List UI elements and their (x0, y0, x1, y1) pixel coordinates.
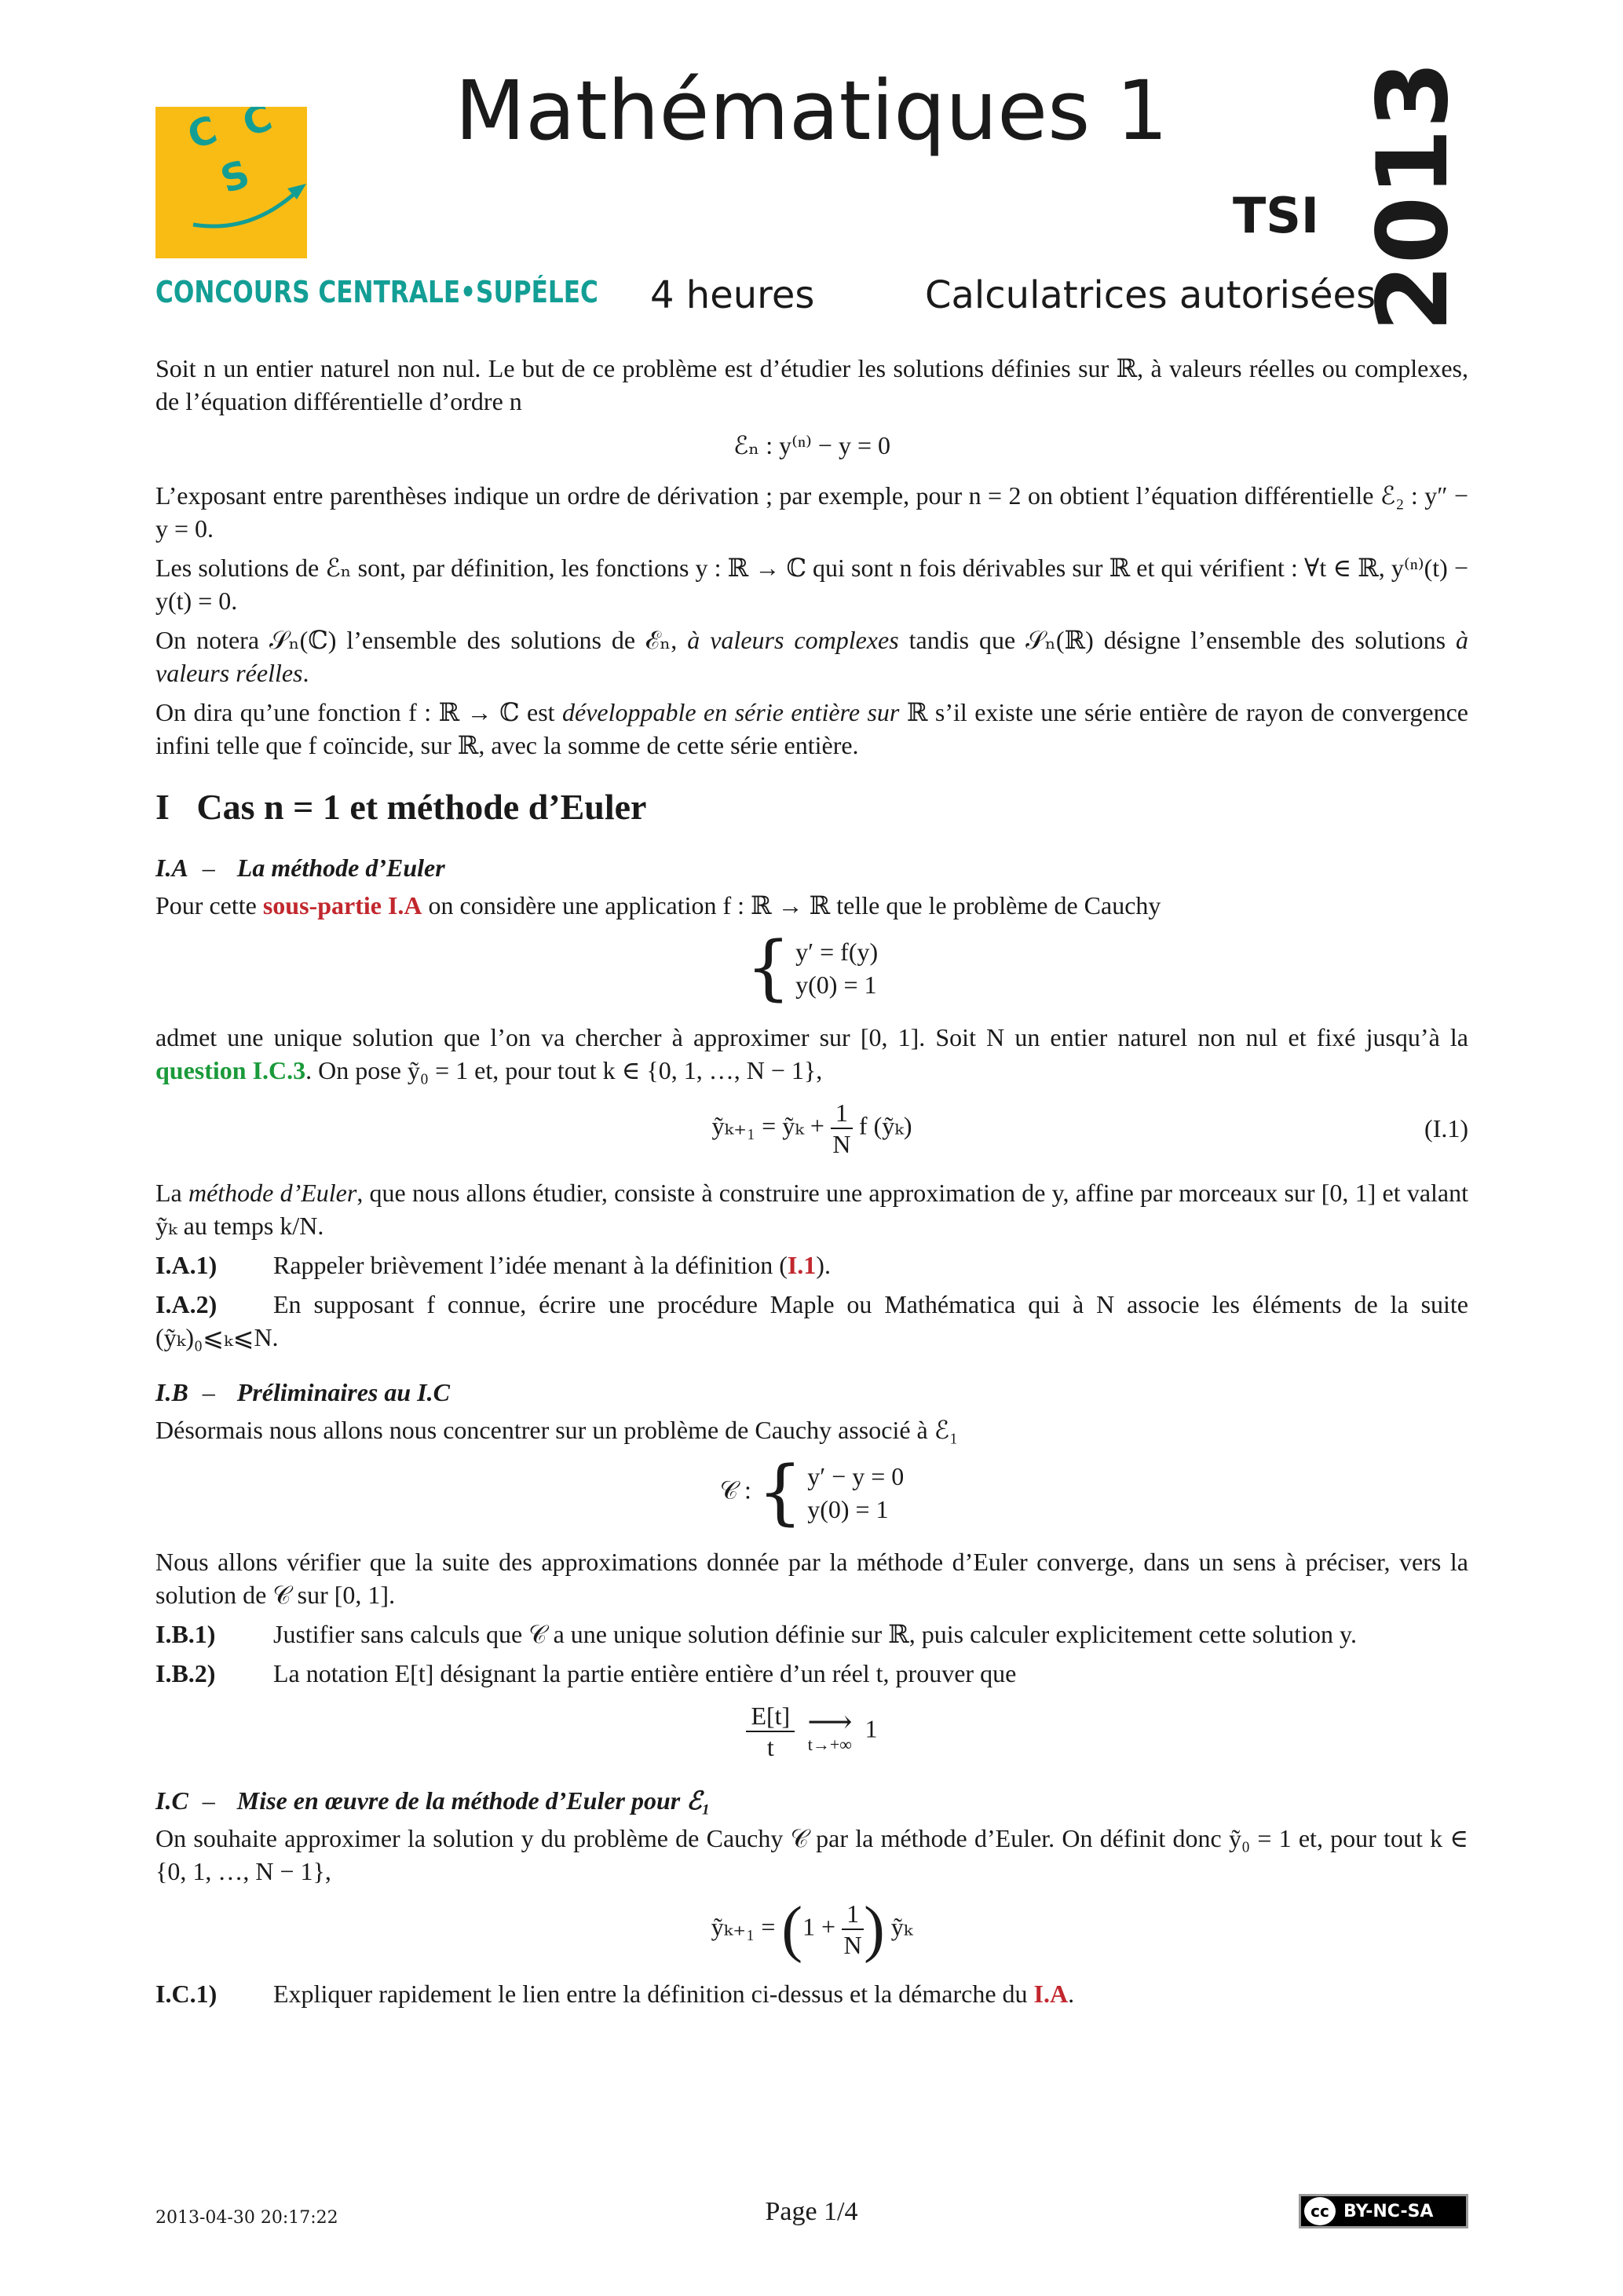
IC-paragraph-1: On souhaite approximer la solution y du problème de Cauchy 𝒞 par la méthode d’Euler. On définit donc ỹ₀ = 1 et, pour tout k ∈ {0, 1, …, N − 1}, (155, 1824, 1468, 1885)
question-IA1: I.A.1) Rappeler brièvement l’idée menant à la définition (I.1). (155, 1251, 831, 1279)
question-IC1: I.C.1) Expliquer rapidement le lien entre la définition ci-dessus et la démarche du I.A. (155, 1980, 1075, 2008)
intro-paragraph-1: Soit n un entier naturel non nul. Le but de ce problème est d’étudier les solutions définies sur ℝ, à valeurs réelles ou complexes, de l’équation différentielle d’ordre n (155, 354, 1468, 415)
equation-En: ℰₙ : y⁽ⁿ⁾ − y = 0 (733, 431, 890, 459)
section-title-1: I Cas n = 1 et méthode d’Euler (155, 787, 647, 827)
IB-paragraph-2: Nous allons vérifier que la suite des approximations donnée par la méthode d’Euler converge, dans un sens à préciser, vers la solution de 𝒞 sur [0, 1]. (155, 1548, 1468, 1609)
intro-paragraph-2: L’exposant entre parenthèses indique un ordre de dérivation ; par exemple, pour n = 2 on obtient l’équation différentielle ℰ₂ : y″ − y = 0. (155, 481, 1468, 543)
left-brace: { (757, 1451, 803, 1534)
creative-commons-icon: cc (1304, 2197, 1336, 2225)
limit-arrow: ⟶ t→+∞ (807, 1704, 853, 1754)
fraction-Et-over-t: $\frac{E[t]}{t}$ (746, 1701, 795, 1762)
equation-I1: ỹₖ₊₁ = ỹₖ + $\frac{1}{N}$ f (ỹₖ) (I.1) (711, 1099, 1468, 1158)
limit-expression: $\frac{E[t]}{t}$ ⟶ t→+∞ 1 (155, 1701, 1468, 1762)
logo-caption: CONCOURS CENTRALE•SUPÉLEC (155, 275, 598, 309)
calculator-notice: Calculatrices autorisées (925, 273, 1376, 317)
page-number: Page 1/4 (765, 2197, 858, 2226)
left-brace: { (745, 927, 791, 1009)
question-IB1: I.B.1) Justifier sans calculs que 𝒞 a une unique solution définie sur ℝ, puis calculer explicitement cette solution y. (155, 1620, 1357, 1648)
intro-paragraph-4: On notera 𝒮ₙ(ℂ) l’ensemble des solutions de ℰₙ, à valeurs complexes tandis que 𝒮ₙ(ℝ) désigne l’ensemble des solutions à valeurs réelles. (155, 626, 1468, 687)
intro-paragraph-3: Les solutions de ℰₙ sont, par définition, les fonctions y : ℝ → ℂ qui sont n fois dérivables sur ℝ et qui vérifient : ∀t ∈ ℝ, y⁽ⁿ⁾(t) − y(t) = 0. (155, 554, 1468, 615)
question-IB2: I.B.2) La notation E[t] désignant la partie entière entière d’un réel t, prouver que (155, 1659, 1017, 1687)
exam-duration: 4 heures (650, 273, 815, 317)
subsection-IB-heading: I.B – Préliminaires au I.C (155, 1378, 450, 1406)
fraction-1-over-N: $\frac{1}{N}$ (831, 1098, 853, 1159)
ref-link-IA[interactable]: I.A (1033, 1980, 1069, 2008)
exam-year (1335, 60, 1492, 332)
ref-link-IA[interactable]: sous-partie I.A (262, 891, 422, 919)
IA-paragraph-1: Pour cette sous-partie I.A on considère une application f : ℝ → ℝ telle que le problème de Cauchy (155, 891, 1161, 919)
footer-timestamp: 2013-04-30 20:17:22 (155, 2208, 338, 2228)
subsection-IC-heading: I.C – Mise en œuvre de la méthode d’Euler pour ℰ₁ (155, 1786, 711, 1815)
ref-link-IC3[interactable]: question I.C.3 (155, 1056, 306, 1084)
intro-paragraph-5: On dira qu’une fonction f : ℝ → ℂ est développable en série entière sur ℝ s’il existe une série entière de rayon de convergence infini telle que f coïncide, sur ℝ, avec la somme de cette série entière. (155, 698, 1469, 759)
exam-year-text: 2013 (1357, 60, 1470, 332)
equation-label: (I.1) (1424, 1114, 1468, 1143)
subsection-IA-heading: I.A – La méthode d’Euler (155, 854, 445, 882)
euler-recurrence: ỹₖ₊₁ = (1 + $\frac{1}{N}$ ) ỹₖ (711, 1895, 913, 1964)
logo-letter-c1: C (182, 108, 223, 159)
license-label: BY-NC-SA (1343, 2201, 1434, 2221)
page-title: Mathématiques 1 (455, 63, 1168, 159)
question-IA2: I.A.2) En supposant f connue, écrire une procédure Maple ou Mathématica qui à N associe les éléments de la suite (ỹₖ)₀⩽ₖ⩽N. (155, 1290, 1468, 1351)
license-badge[interactable] (1299, 2194, 1468, 2228)
IA-paragraph-2: admet une unique solution que l’on va chercher à approximer sur [0, 1]. Soit N un entier naturel non nul et fixé jusqu’à la question I.C.3. On pose ỹ₀ = 1 et, pour tout k ∈ {0, 1, …, N − 1}, (155, 1023, 1468, 1084)
fraction-1-over-N: $\frac{1}{N}$ (842, 1899, 864, 1960)
ref-link-I1[interactable]: I.1 (787, 1251, 817, 1279)
IA-paragraph-3: La méthode d’Euler, que nous allons étudier, consiste à construire une approximation de y, affine par morceaux sur [0, 1] et valant ỹₖ au temps k/N. (155, 1179, 1469, 1240)
logo-letter-s: S (215, 152, 255, 203)
document-body (155, 352, 1468, 2016)
cauchy-system-C: 𝒞 : { y′ − y = 0 y(0) = 1 (719, 1451, 905, 1534)
IB-paragraph-1: Désormais nous allons nous concentrer sur un problème de Cauchy associé à ℰ₁ (155, 1416, 959, 1444)
filiere-label: TSI (1232, 187, 1319, 244)
logo-letter-c2: C (237, 107, 278, 146)
cauchy-system-general: { y′ = f(y) y(0) = 1 (745, 927, 879, 1009)
